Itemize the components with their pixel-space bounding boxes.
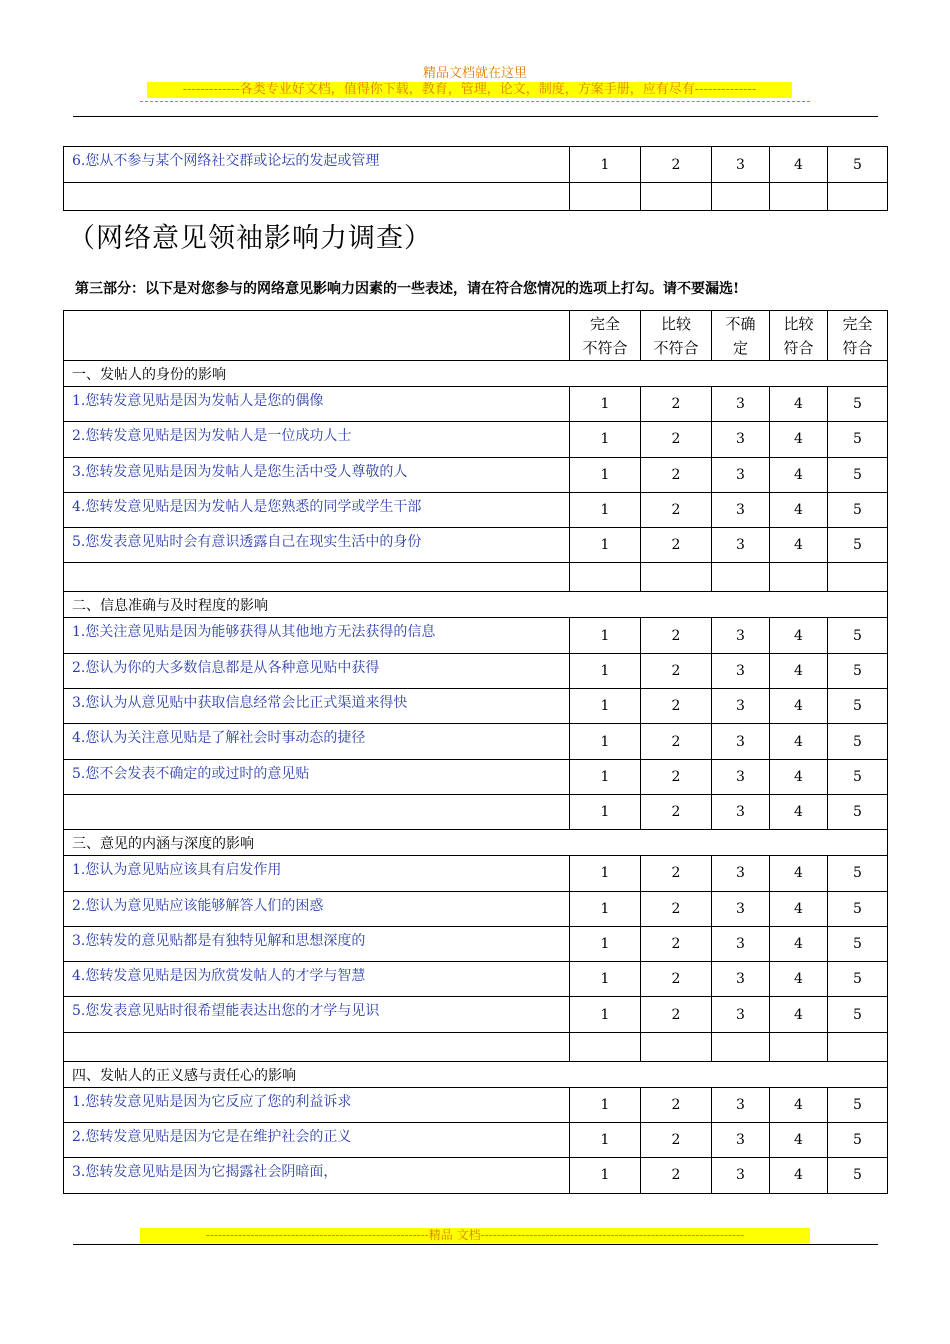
empty-cell [770,183,828,211]
question-text: 1.您转发意见贴是因为发帖人是您的偶像 [64,387,570,422]
question-text: 3.您转发意见贴是因为发帖人是您生活中受人尊敬的人 [64,457,570,492]
option-3[interactable]: 3 [712,457,770,492]
table-row [64,492,888,527]
option-4[interactable]: 4 [770,618,828,653]
option-3[interactable]: 3 [712,891,770,926]
empty-cell [828,183,888,211]
option-5[interactable]: 5 [828,422,888,457]
option-2[interactable]: 2 [641,1123,712,1158]
option-4[interactable]: 4 [770,689,828,724]
option-3[interactable]: 3 [712,759,770,794]
option-2[interactable]: 2 [641,618,712,653]
question-text: 3.您转发的意见贴都是有独特见解和思想深度的 [64,926,570,961]
empty-cell [570,563,641,592]
option-4[interactable]: 4 [770,1158,828,1193]
option-4[interactable]: 4 [770,724,828,759]
table-row [64,183,888,211]
option-2[interactable]: 2 [641,1158,712,1193]
table-row [64,830,888,856]
table-row [64,997,888,1032]
option-3[interactable]: 3 [712,618,770,653]
option-3[interactable]: 3 [712,492,770,527]
table-row [64,592,888,618]
option-5[interactable]: 5 [828,387,888,422]
option-5[interactable]: 5 [828,856,888,891]
table-row [64,759,888,794]
option-1[interactable]: 1 [570,689,641,724]
option-3[interactable]: 3 [712,1087,770,1122]
option-5[interactable]: 5 [828,759,888,794]
option-4[interactable]: 4 [770,926,828,961]
option-3[interactable]: 3 [712,724,770,759]
option-2[interactable]: 2 [641,794,712,829]
column-header-line: 不确 [725,314,756,333]
option-1[interactable]: 1 [570,997,641,1032]
column-header-line: 符合 [783,338,814,357]
section-title: 四、发帖人的正义感与责任心的影响 [64,1061,888,1087]
table-row [64,724,888,759]
footer-banner: -------------------------------------------------------精品 文档----------------------------------------------------------------- [140,1228,810,1243]
option-2[interactable]: 2 [641,891,712,926]
option-4[interactable]: 4 [770,1123,828,1158]
column-header [570,311,641,361]
table-row [64,962,888,997]
empty-cell [770,1032,828,1061]
top-question-table [63,146,888,211]
table-row [64,563,888,592]
table-row [64,1158,888,1193]
option-3[interactable]: 3 [712,794,770,829]
question-text: 2.您认为你的大多数信息都是从各种意见贴中获得 [64,653,570,688]
option-5[interactable]: 5 [828,618,888,653]
option-5[interactable]: 5 [828,794,888,829]
empty-cell [570,1032,641,1061]
column-header [712,311,770,361]
option-3[interactable]: 3 [712,1123,770,1158]
option-3[interactable]: 3 [712,856,770,891]
option-3[interactable]: 3 [712,1158,770,1193]
option-1[interactable]: 1 [570,724,641,759]
option-2[interactable]: 2 [641,147,712,183]
option-4[interactable]: 4 [770,891,828,926]
option-1[interactable]: 1 [570,1158,641,1193]
column-header-line: 不符合 [653,338,699,357]
option-2[interactable]: 2 [641,724,712,759]
table-row [64,618,888,653]
option-2[interactable]: 2 [641,997,712,1032]
table-row [64,926,888,961]
option-5[interactable]: 5 [828,1087,888,1122]
question-text: 1.您关注意见贴是因为能够获得从其他地方无法获得的信息 [64,618,570,653]
option-4[interactable]: 4 [770,457,828,492]
empty-cell [570,183,641,211]
option-1[interactable]: 1 [570,962,641,997]
column-header [770,311,828,361]
bottom-rule [73,1244,878,1245]
table-row [64,528,888,563]
option-4[interactable]: 4 [770,962,828,997]
option-2[interactable]: 2 [641,689,712,724]
empty-cell [828,563,888,592]
header-blank-cell [64,311,570,361]
option-5[interactable]: 5 [828,724,888,759]
option-2[interactable]: 2 [641,759,712,794]
option-5[interactable]: 5 [828,147,888,183]
option-4[interactable]: 4 [770,759,828,794]
option-4[interactable]: 4 [770,653,828,688]
question-text: 3.您认为从意见贴中获取信息经常会比正式渠道来得快 [64,689,570,724]
header-banner: -------------各类专业好文档，值得你下载，教育，管理，论文，制度，方案手册，应有尽有-------------- [147,82,792,98]
option-2[interactable]: 2 [641,492,712,527]
option-2[interactable]: 2 [641,926,712,961]
section-title: 一、发帖人的身份的影响 [64,361,888,387]
empty-cell [828,1032,888,1061]
option-3[interactable]: 3 [712,689,770,724]
column-header [828,311,888,361]
table-row [64,794,888,829]
table-row [64,1123,888,1158]
empty-cell [64,183,570,211]
option-4[interactable]: 4 [770,147,828,183]
option-3[interactable]: 3 [712,147,770,183]
option-2[interactable]: 2 [641,457,712,492]
option-1[interactable]: 1 [570,387,641,422]
option-1[interactable]: 1 [570,422,641,457]
option-1[interactable]: 1 [570,856,641,891]
column-header [641,311,712,361]
option-5[interactable]: 5 [828,997,888,1032]
option-2[interactable]: 2 [641,856,712,891]
instruction-text: 第三部分：以下是对您参与的网络意见影响力因素的一些表述，请在符合您情况的选项上打勾。请不要漏选! [75,281,740,297]
empty-cell [64,563,570,592]
empty-cell [770,563,828,592]
option-1[interactable]: 1 [570,1123,641,1158]
option-4[interactable]: 4 [770,1087,828,1122]
table-row [64,1032,888,1061]
question-text: 5.您不会发表不确定的或过时的意见贴 [64,759,570,794]
question-text: 2.您认为意见贴应该能够解答人们的困惑 [64,891,570,926]
section-title: 二、信息准确与及时程度的影响 [64,592,888,618]
option-5[interactable]: 5 [828,891,888,926]
option-5[interactable]: 5 [828,528,888,563]
empty-cell [712,563,770,592]
column-header-line: 比较 [783,314,814,333]
option-5[interactable]: 5 [828,457,888,492]
option-5[interactable]: 5 [828,962,888,997]
header-dashed-rule [140,101,810,112]
question-text: 2.您转发意见贴是因为发帖人是一位成功人士 [64,422,570,457]
blank-question-cell [64,794,570,829]
option-4[interactable]: 4 [770,528,828,563]
option-2[interactable]: 2 [641,1087,712,1122]
option-1[interactable]: 1 [570,618,641,653]
question-text: 4.您转发意见贴是因为欣赏发帖人的才学与智慧 [64,962,570,997]
column-header-line: 完全 [842,314,873,333]
option-4[interactable]: 4 [770,492,828,527]
option-3[interactable]: 3 [712,422,770,457]
option-4[interactable]: 4 [770,422,828,457]
option-1[interactable]: 1 [570,147,641,183]
column-header-line: 定 [732,338,748,357]
empty-cell [712,183,770,211]
section-title: 三、意见的内涵与深度的影响 [64,830,888,856]
option-4[interactable]: 4 [770,856,828,891]
option-1[interactable]: 1 [570,794,641,829]
table-row [64,147,888,183]
option-1[interactable]: 1 [570,1087,641,1122]
option-2[interactable]: 2 [641,653,712,688]
table-row [64,653,888,688]
option-3[interactable]: 3 [712,387,770,422]
table-row [64,311,888,361]
question-text: 4.您转发意见贴是因为发帖人是您熟悉的同学或学生干部 [64,492,570,527]
question-text: 2.您转发意见贴是因为它是在维护社会的正义 [64,1123,570,1158]
option-3[interactable]: 3 [712,528,770,563]
empty-cell [641,183,712,211]
option-2[interactable]: 2 [641,422,712,457]
option-1[interactable]: 1 [570,759,641,794]
option-5[interactable]: 5 [828,653,888,688]
table-row [64,1061,888,1087]
option-2[interactable]: 2 [641,528,712,563]
column-header-line: 不符合 [582,338,628,357]
option-3[interactable]: 3 [712,997,770,1032]
question-text: 6.您从不参与某个网络社交群或论坛的发起或管理 [64,147,570,183]
header-title: 精品文档就在这里 [422,66,527,81]
table-row [64,856,888,891]
option-4[interactable]: 4 [770,794,828,829]
survey-table [63,310,888,1194]
option-5[interactable]: 5 [828,689,888,724]
question-text: 3.您转发意见贴是因为它揭露社会阴暗面， [64,1158,570,1193]
option-5[interactable]: 5 [828,492,888,527]
option-1[interactable]: 1 [570,457,641,492]
question-text: 1.您认为意见贴应该具有启发作用 [64,856,570,891]
empty-cell [712,1032,770,1061]
table-row [64,689,888,724]
question-text: 1.您转发意见贴是因为它反应了您的利益诉求 [64,1087,570,1122]
table-row [64,422,888,457]
page-title: （网络意见领袖影响力调查） [68,223,432,254]
option-3[interactable]: 3 [712,653,770,688]
option-1[interactable]: 1 [570,653,641,688]
option-5[interactable]: 5 [828,926,888,961]
question-text: 5.您发表意见贴时很希望能表达出您的才学与见识 [64,997,570,1032]
table-row [64,387,888,422]
option-1[interactable]: 1 [570,891,641,926]
table-row [64,457,888,492]
question-text: 4.您认为关注意见贴是了解社会时事动态的捷径 [64,724,570,759]
option-4[interactable]: 4 [770,387,828,422]
option-1[interactable]: 1 [570,528,641,563]
column-header-line: 比较 [660,314,691,333]
option-4[interactable]: 4 [770,997,828,1032]
table-row [64,1087,888,1122]
table-row [64,361,888,387]
option-5[interactable]: 5 [828,1158,888,1193]
option-1[interactable]: 1 [570,492,641,527]
empty-cell [641,563,712,592]
question-text: 5.您发表意见贴时会有意识透露自己在现实生活中的身份 [64,528,570,563]
option-2[interactable]: 2 [641,962,712,997]
top-rule [73,116,878,117]
option-3[interactable]: 3 [712,926,770,961]
empty-cell [64,1032,570,1061]
option-5[interactable]: 5 [828,1123,888,1158]
option-3[interactable]: 3 [712,962,770,997]
option-2[interactable]: 2 [641,387,712,422]
option-1[interactable]: 1 [570,926,641,961]
column-header-line: 符合 [842,338,873,357]
table-row [64,891,888,926]
empty-cell [641,1032,712,1061]
column-header-line: 完全 [589,314,620,333]
